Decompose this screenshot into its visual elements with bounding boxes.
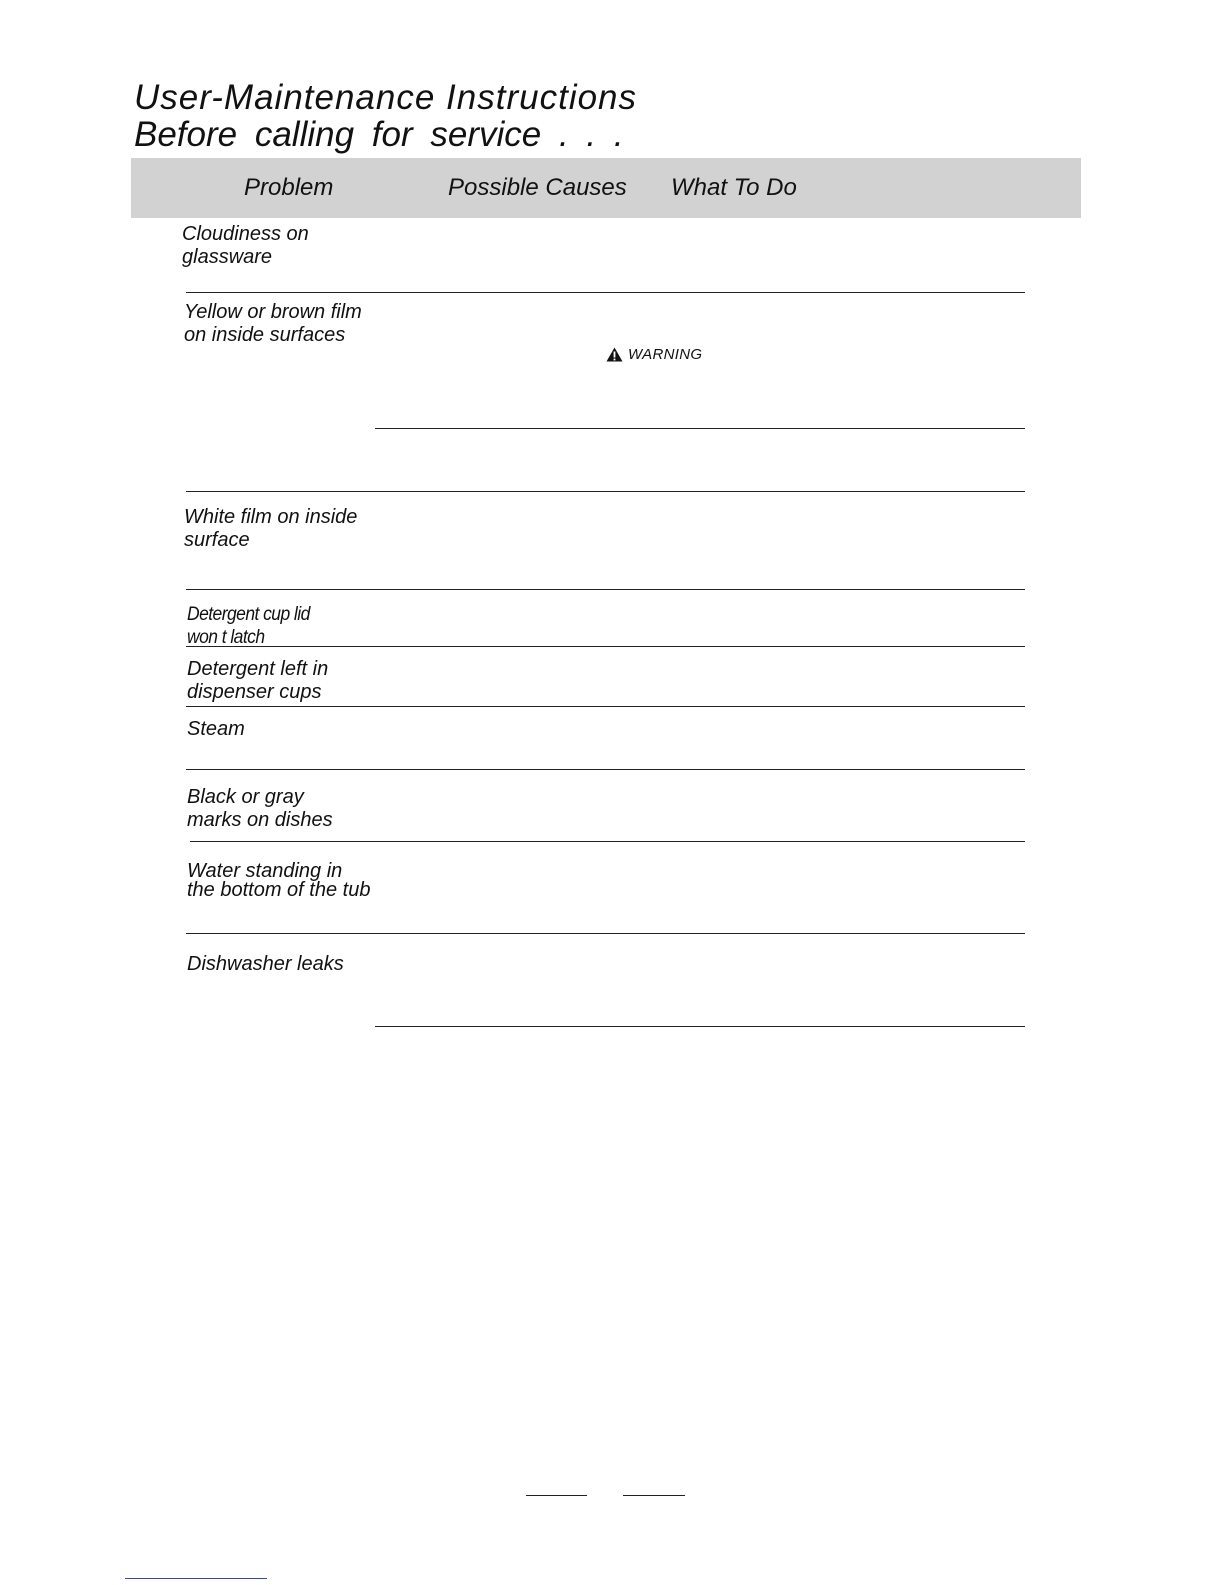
column-header-what-to-do: What To Do: [671, 174, 797, 201]
row-divider: [190, 841, 1025, 842]
page-subtitle: Before calling for service . . .: [134, 115, 624, 154]
row-divider: [186, 491, 1025, 492]
page-number-rule-right: [623, 1495, 685, 1496]
problem-steam: Steam: [187, 718, 245, 740]
row-divider: [186, 769, 1025, 770]
row-divider: [375, 1026, 1025, 1027]
page-number-rule-left: [526, 1495, 587, 1496]
warning-label: WARNING: [628, 346, 703, 363]
problem-dishwasher-leaks: Dishwasher leaks: [187, 953, 344, 975]
problem-black-gray-marks: Black or gray marks on dishes: [187, 786, 333, 831]
row-divider: [186, 292, 1025, 293]
cause-divider: [375, 428, 1025, 429]
row-divider: [186, 706, 1025, 707]
problem-yellow-brown-film: Yellow or brown film on inside surfaces: [184, 301, 362, 346]
problem-cloudiness: Cloudiness on glassware: [182, 223, 309, 268]
column-header-problem: Problem: [244, 174, 334, 201]
page-title: User-Maintenance Instructions: [134, 78, 638, 117]
footer-link-underline[interactable]: [125, 1578, 267, 1579]
warning-notice: [606, 346, 702, 363]
row-divider: [186, 646, 1025, 647]
warning-triangle-icon: [606, 347, 623, 362]
column-header-possible-causes: Possible Causes: [448, 174, 627, 201]
problem-detergent-cup-lid: Detergent cup lid won t latch: [187, 604, 310, 648]
problem-water-standing: Water standing in the bottom of the tub: [187, 860, 371, 901]
problem-detergent-left: Detergent left in dispenser cups: [187, 658, 329, 703]
row-divider: [186, 933, 1025, 934]
problem-white-film: White film on inside surface: [184, 506, 358, 551]
row-divider: [186, 589, 1025, 590]
